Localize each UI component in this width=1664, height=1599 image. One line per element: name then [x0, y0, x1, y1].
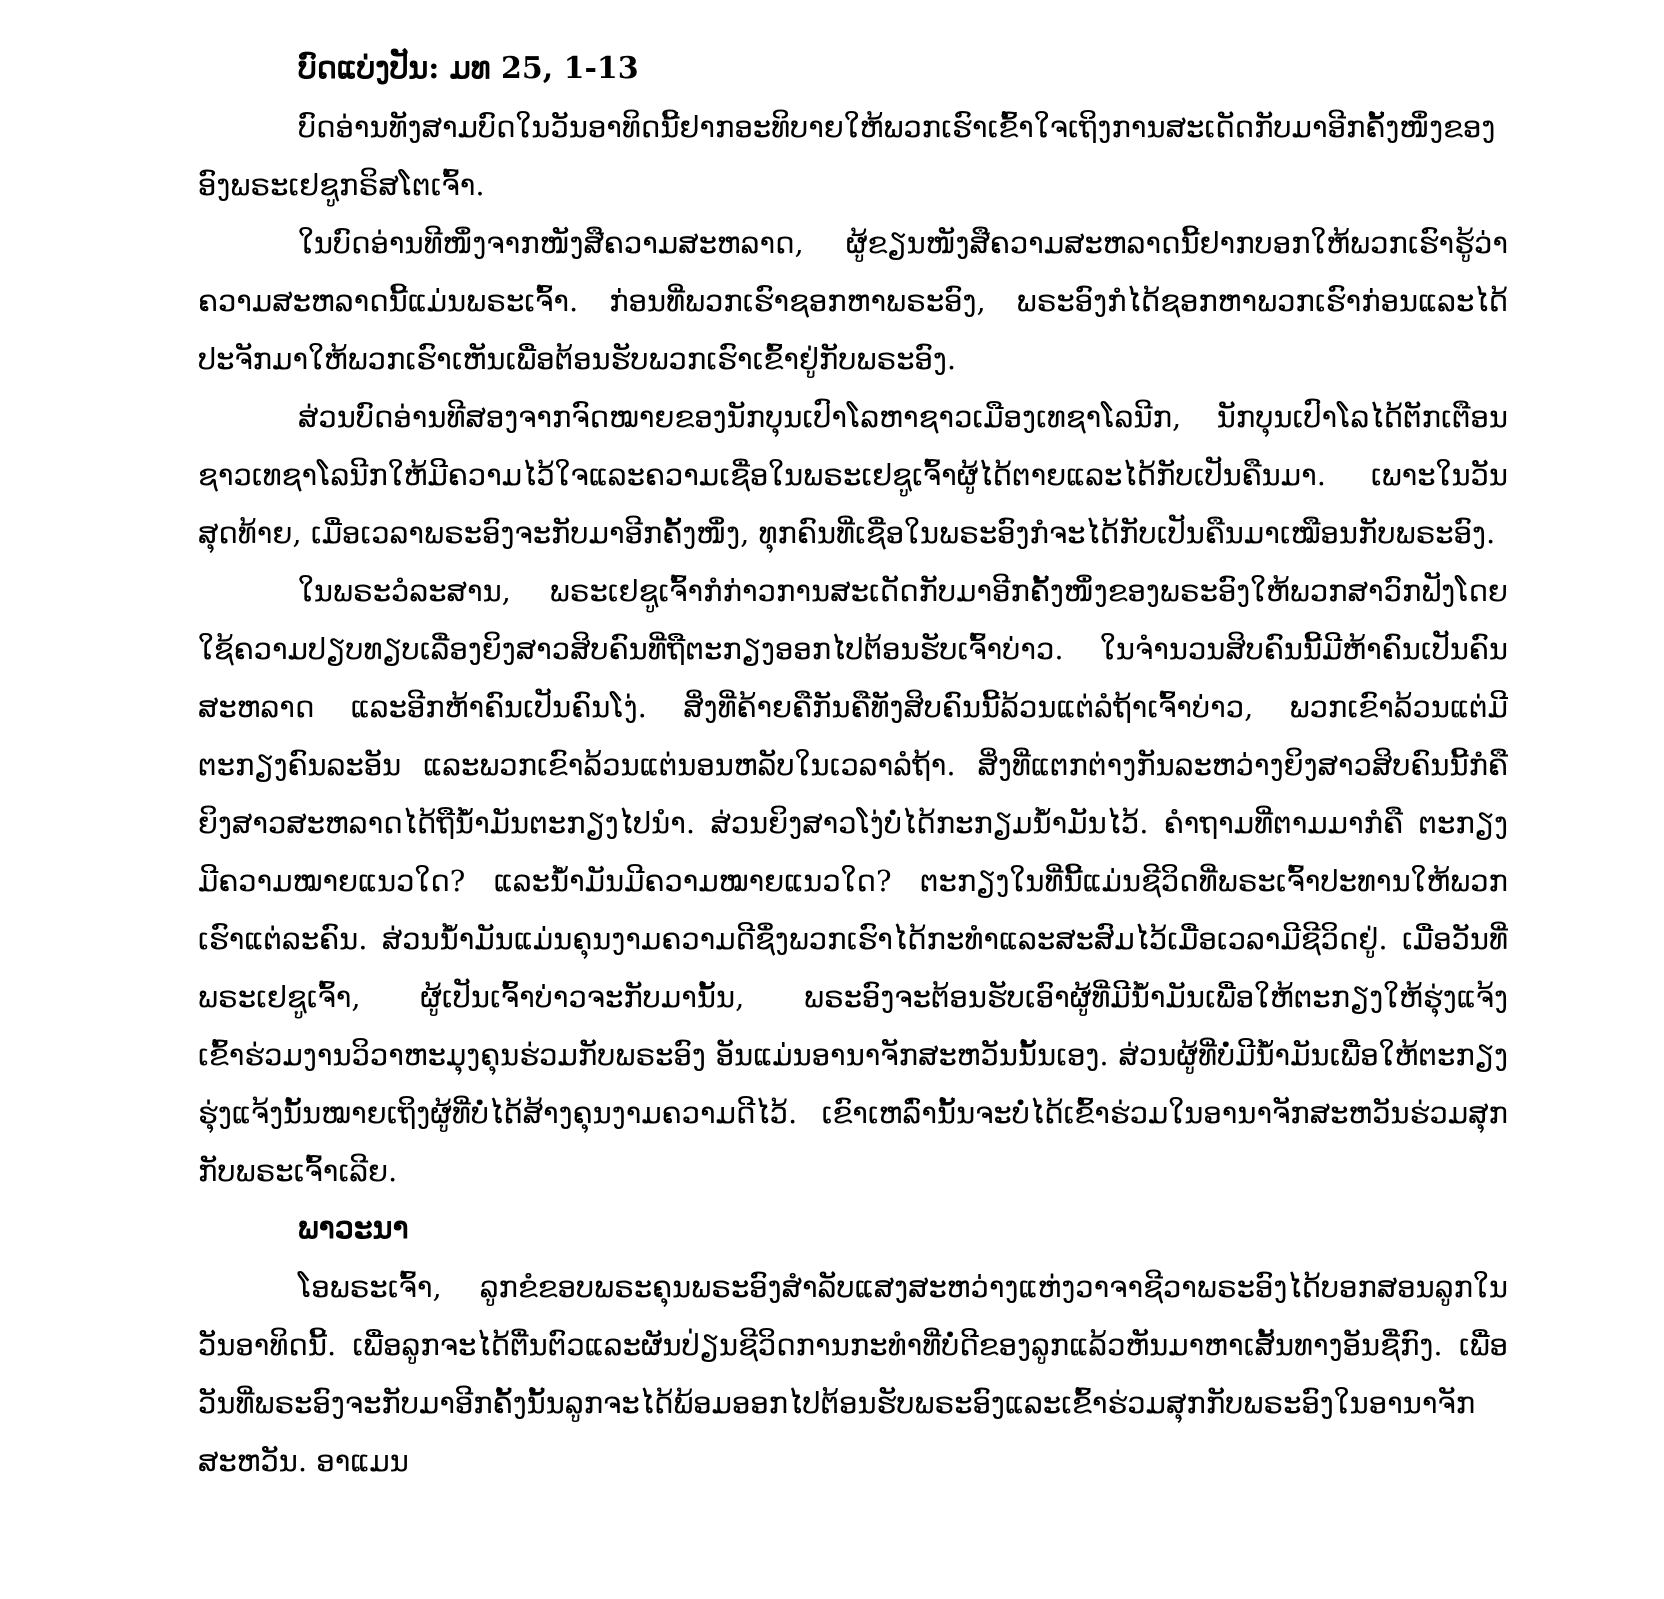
prayer-heading: ພາວະນາ [298, 1211, 409, 1246]
paragraph-second-reading: ສ່ວນບົດອ່ານທີສອງຈາກຈົດໝາຍຂອງນັກບຸນເປົາໂລຫາຊາວເມືອງເທຊາໂລນີກ, ນັກບຸນເປົາໂລໄດ້ຕັກເຕືອນຊາວເທຊາໂລນີກໃຫ້ມີຄວາມໄວ້ໃຈແລະຄວາມເຊື່ອໃນພຣະເຢຊູເຈົ້າຜູ້ໄດ້ຕາຍແລະໄດ້ກັບເປັນຄືນມາ. ເພາະໃນວັນສຸດທ້າຍ, ເມື່ອເວລາພຣະອົງຈະກັບມາອີກຄັ້ງໜຶ່ງ, ທຸກຄົນທີ່ເຊື່ອໃນພຣະອົງກໍຈະໄດ້ກັບເປັນຄືນມາເໝືອນກັບພຣະອົງ. [198, 400, 1508, 550]
document-page [198, 40, 1508, 1490]
paragraph-first-reading: ໃນບົດອ່ານທີໜຶ່ງຈາກໜັງສືຄວາມສະຫລາດ, ຜູ້ຂຽນໜັງສືຄວາມສະຫລາດນີ້ຢາກບອກໃຫ້ພວກເຮົາຮູ້ວ່າຄວາມສະຫລາດນີ້ແມ່ນພຣະເຈົ້າ. ກ່ອນທີ່ພວກເຮົາຊອກຫາພຣະອົງ, ພຣະອົງກໍໄດ້ຊອກຫາພວກເຮົາກ່ອນແລະໄດ້ປະຈັກມາໃຫ້ພວກເຮົາເຫັນເພື່ອຕ້ອນຮັບພວກເຮົາເຂົ້າຢູ່ກັບພຣະອົງ. [198, 226, 1508, 376]
paragraph-intro: ບົດອ່ານທັງສາມບົດໃນວັນອາທິດນີ້ຢາກອະທິບາຍໃຫ້ພວກເຮົາເຂົ້າໃຈເຖິງການສະເດັດກັບມາອີກຄັ້ງໜຶ່ງຂອງອົງພຣະເຢຊູກຣິສໂຕເຈົ້າ. [198, 110, 1496, 202]
paragraph-gospel: ໃນພຣະວໍລະສານ, ພຣະເຢຊູເຈົ້າກໍກ່າວການສະເດັດກັບມາອີກຄັ້ງໜຶ່ງຂອງພຣະອົງໃຫ້ພວກສາວົກຟັງໂດຍໃຊ້ຄວາມປຽບທຽບເລື່ອງຍິງສາວສິບຄົນທີ່ຖືຕະກຽງອອກໄປຕ້ອນຮັບເຈົ້າບ່າວ. ໃນຈຳນວນສິບຄົນນີ້ມີຫ້າຄົນເປັນຄົນສະຫລາດ ແລະອີກຫ້າຄົນເປັນຄົນໂງ່. ສິ່ງທີ່ຄ້າຍຄືກັນຄືທັງສິບຄົນນີ້ລ້ວນແຕ່ລໍຖ້າເຈົ້າບ່າວ, ພວກເຂົາລ້ວນແຕ່ມີຕະກຽງຄົນລະອັນ ແລະພວກເຂົາລ້ວນແຕ່ນອນຫລັບໃນເວລາລໍຖ້າ. ສິ່ງທີ່ແຕກຕ່າງກັນລະຫວ່າງຍິງສາວສິບຄົນນີ້ກໍຄື ຍິງສາວສະຫລາດໄດ້ຖືນ້ຳມັນຕະກຽງໄປນຳ. ສ່ວນຍິງສາວໂງ່ບໍ່ໄດ້ກະກຽມນ້ຳມັນໄວ້. ຄຳຖາມທີ່ຕາມມາກໍຄື ຕະກຽງມີຄວາມໝາຍແນວໃດ? ແລະນ້ຳມັນມີຄວາມໝາຍແນວໃດ? ຕະກຽງໃນທີ່ນີ້ແມ່ນຊີວິດທີ່ພຣະເຈົ້າປະທານໃຫ້ພວກເຮົາແຕ່ລະຄົນ. ສ່ວນນ້ຳມັນແມ່ນຄຸນງາມຄວາມດີຊຶ່ງພວກເຮົາໄດ້ກະທຳແລະສະສົມໄວ້ເມື່ອເວລາມີຊີວິດຢູ່. ເມື່ອວັນທີ່ພຣະເຢຊູເຈົ້າ, ຜູ້ເປັນເຈົ້າບ່າວຈະກັບມານັ້ນ, ພຣະອົງຈະຕ້ອນຮັບເອົາຜູ້ທີ່ມີນ້ຳມັນເພື່ອໃຫ້ຕະກຽງໃຫ້ຮຸ່ງແຈ້ງເຂົ້າຮ່ວມງານວິວາຫະມຸງຄຸນຮ່ວມກັບພຣະອົງ ອັນແມ່ນອານາຈັກສະຫວັນນັ້ນເອງ. ສ່ວນຜູ້ທີ່ບໍ່ມີນ້ຳມັນເພື່ອໃຫ້ຕະກຽງຮຸ່ງແຈ້ງນັ້ນໝາຍເຖິງຜູ້ທີ່ບໍ່ໄດ້ສ້າງຄຸນງາມຄວາມດີໄວ້. ເຂົາເຫລົ່ານັ້ນຈະບໍ່ໄດ້ເຂົ້າຮ່ວມໃນອານາຈັກສະຫວັນຮ່ວມສຸກກັບພຣະເຈົ້າເລີຍ. [198, 574, 1508, 1188]
reflection-heading: ບົດແບ່ງປັນ: ມທ 25, 1-13 [298, 51, 639, 86]
prayer-text: ໂອພຣະເຈົ້າ, ລູກຂໍຂອບພຣະຄຸນພຣະອົງສຳລັບແສງສະຫວ່າງແຫ່ງວາຈາຊີວາພຣະອົງໄດ້ບອກສອນລູກໃນວັນອາທິດນີ້. ເພື່ອລູກຈະໄດ້ຕື່ນຕົວແລະຜັນປ່ຽນຊີວິດການກະທຳທີ່ບໍ່ດີຂອງລູກແລ້ວຫັນມາຫາເສັ້ນທາງອັນຊື່ກົງ. ເພື່ອວັນທີ່ພຣະອົງຈະກັບມາອີກຄັ້ງນັ້ນລູກຈະໄດ້ພ້ອມອອກໄປຕ້ອນຮັບພຣະອົງແລະເຂົ້າຮ່ວມສຸກກັບພຣະອົງໃນອານາຈັກສະຫວັນ. ອາແມນ [198, 1270, 1508, 1478]
